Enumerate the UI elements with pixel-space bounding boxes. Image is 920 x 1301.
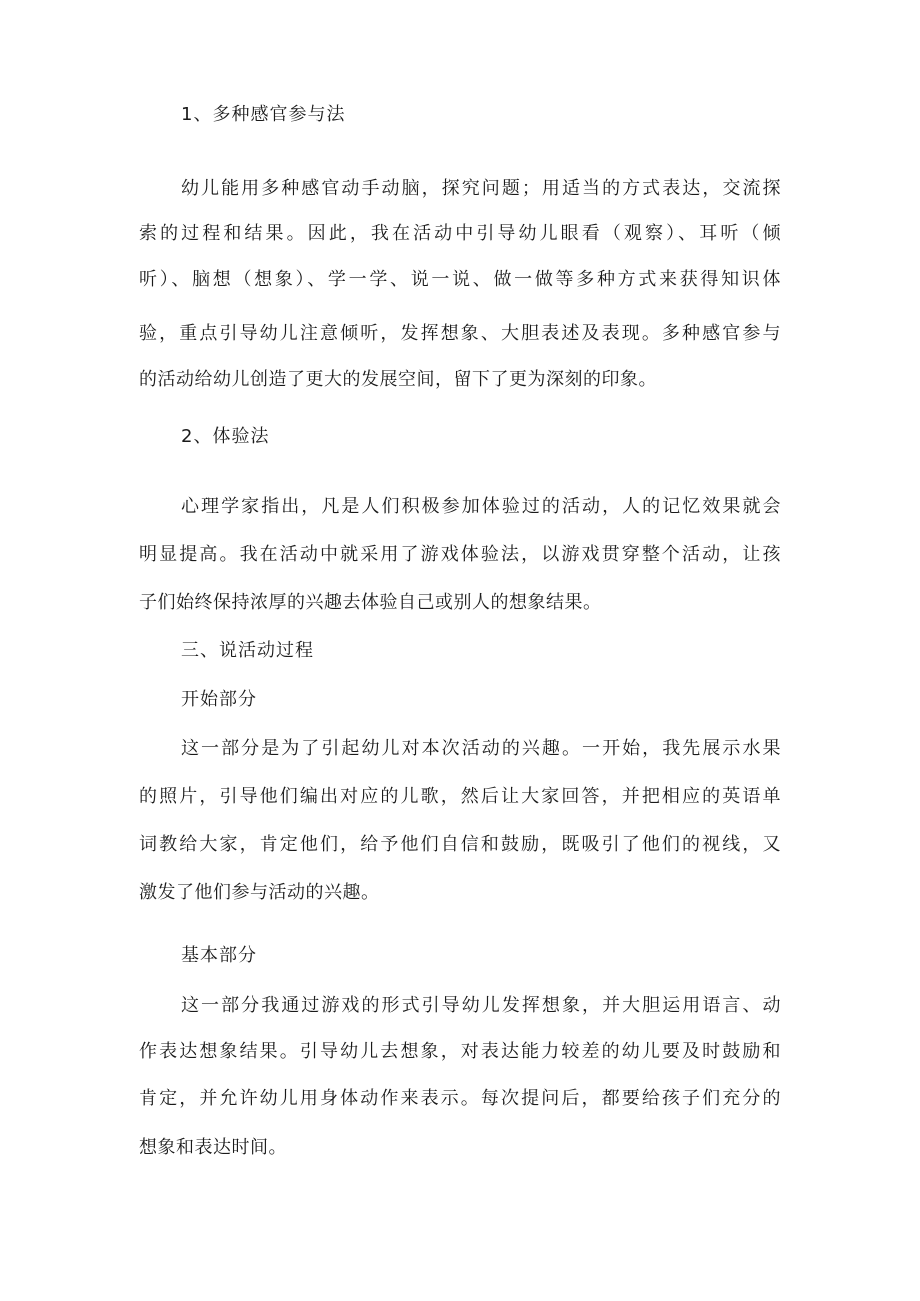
paragraph-line: 肯定，并允许幼儿用身体动作来表示。每次提问后，都要给孩子们充分的 [139, 1088, 781, 1109]
paragraph-line: 激发了他们参与活动的兴趣。 [139, 882, 380, 903]
section-heading-multisensory: 1、多种感官参与法 [181, 104, 346, 125]
paragraph-line: 的照片，引导他们编出对应的儿歌，然后让大家回答，并把相应的英语单 [139, 786, 781, 807]
paragraph-line: 这一部分是为了引起幼儿对本次活动的兴趣。一开始，我先展示水果 [181, 738, 781, 759]
section-heading-experience: 2、体验法 [181, 426, 270, 447]
paragraph-line: 想象和表达时间。 [139, 1137, 287, 1158]
paragraph-line: 词教给大家，肯定他们，给予他们自信和鼓励，既吸引了他们的视线，又 [139, 834, 781, 855]
paragraph-line: 索的过程和结果。因此，我在活动中引导幼儿眼看（观察）、耳听（倾 [139, 223, 781, 244]
paragraph-line: 的活动给幼儿创造了更大的发展空间，留下了更为深刻的印象。 [139, 369, 657, 390]
section-heading-process: 三、说活动过程 [181, 640, 314, 661]
paragraph-line: 验，重点引导幼儿注意倾听，发挥想象、大胆表述及表现。多种感官参与 [139, 323, 781, 344]
paragraph-line: 听）、脑想（想象）、学一学、说一说、做一做等多种方式来获得知识体 [139, 269, 781, 290]
paragraph-line: 心理学家指出，凡是人们积极参加体验过的活动，人的记忆效果就会 [181, 496, 781, 517]
subsection-heading-basic: 基本部分 [181, 945, 257, 966]
paragraph-line: 这一部分我通过游戏的形式引导幼儿发挥想象，并大胆运用语言、动 [181, 995, 781, 1016]
paragraph-line: 子们始终保持浓厚的兴趣去体验自己或别人的想象结果。 [139, 592, 602, 613]
paragraph-line: 作表达想象结果。引导幼儿去想象，对表达能力较差的幼儿要及时鼓励和 [139, 1041, 781, 1062]
paragraph-line: 明显提高。我在活动中就采用了游戏体验法，以游戏贯穿整个活动，让孩 [139, 544, 781, 565]
subsection-heading-start: 开始部分 [181, 689, 257, 710]
paragraph-line: 幼儿能用多种感官动手动脑，探究问题；用适当的方式表达，交流探 [181, 178, 781, 199]
